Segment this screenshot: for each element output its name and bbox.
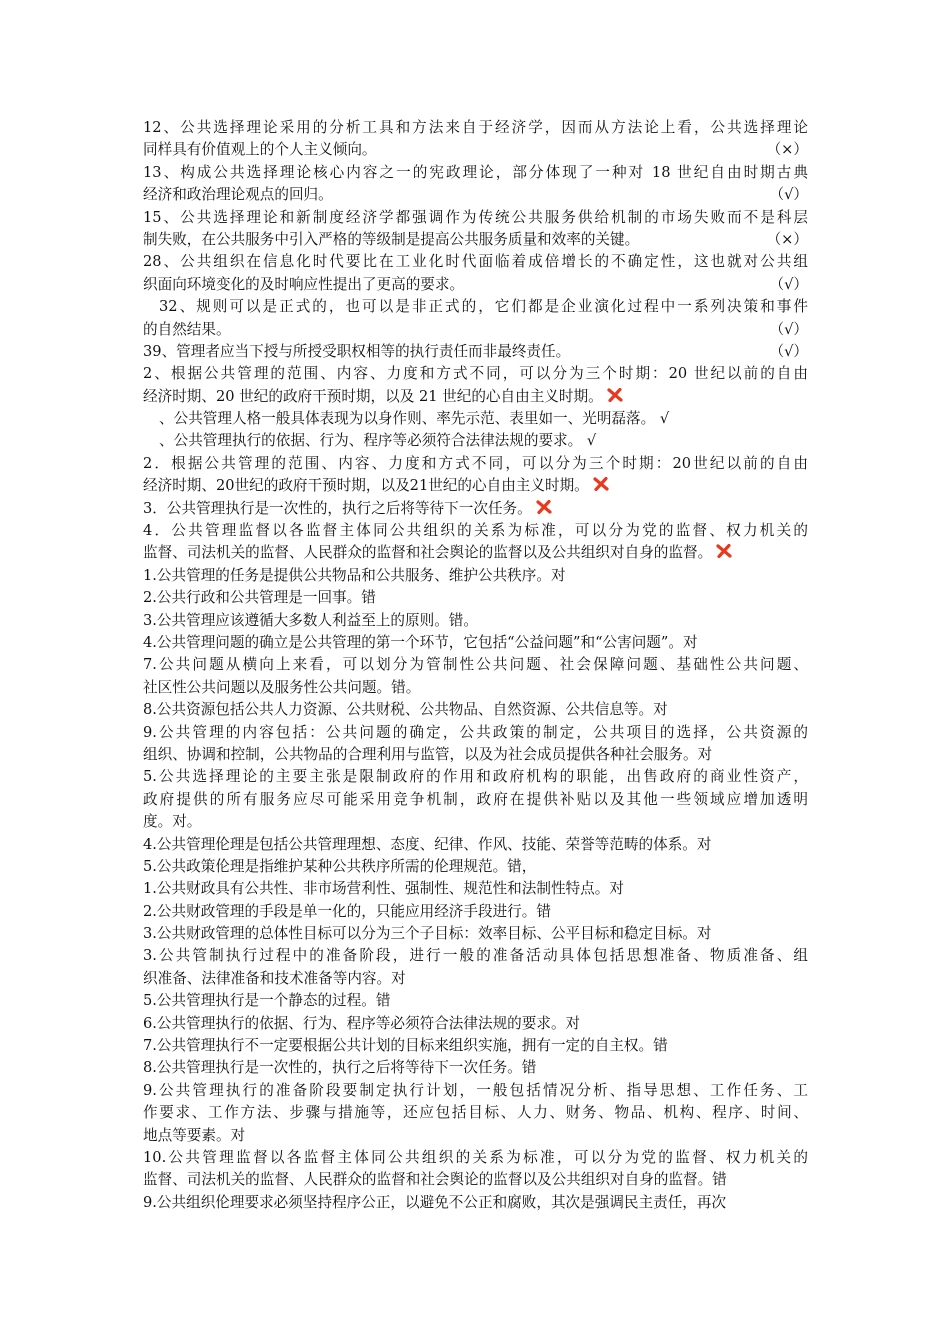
line-text: 度。对。: [143, 813, 202, 831]
text-line: [143, 498, 808, 520]
line-text: 4.公共管理问题的确立是公共管理的第一个环节，它包括“公益问题”和“公害问题”。对: [143, 633, 698, 651]
text-line: [143, 610, 808, 632]
line-text: 3．公共管理执行是一次性的，执行之后将等待下一次任务。: [143, 499, 532, 517]
text-line: [143, 139, 808, 161]
question-item: [143, 990, 808, 1012]
question-item: [143, 901, 808, 923]
line-text: 4．公共管理监督以各监督主体同公共组织的关系为标准，可以分为党的监督、权力机关的: [143, 522, 808, 540]
text-line: [143, 878, 808, 900]
question-item: [143, 632, 808, 654]
line-text: 4.公共管理伦理是包括公共管理理想、态度、纪律、作风、技能、荣誉等范畴的体系。对: [143, 835, 712, 853]
text-line: [143, 1192, 808, 1214]
text-line: [143, 587, 808, 609]
text-line: [143, 654, 808, 676]
line-text: 7.公共问题从横向上来看，可以划分为管制性公共问题、社会保障问题、基础性公共问题、: [143, 656, 808, 674]
line-text: 、公共管理人格一般具体表现为以身作则、率先示范、表里如一、光明磊落。 √: [159, 410, 670, 428]
question-item: [143, 565, 808, 587]
line-text: 3.公共管理应该遵循大多数人利益至上的原则。错。: [143, 611, 478, 629]
line-text: 9.公共组织伦理要求必须坚持程序公正，以避免不公正和腐败，其次是强调民主责任，再次: [143, 1193, 727, 1211]
text-line: [143, 1035, 808, 1057]
text-line: [143, 1080, 808, 1102]
text-line: [143, 1125, 808, 1147]
answer-mark: （√）: [769, 275, 808, 293]
line-text: 32、规则可以是正式的，也可以是非正式的，它们都是企业演化过程中一系列决策和事件: [159, 298, 808, 316]
question-item: [143, 363, 808, 408]
answer-mark: （×）: [766, 141, 808, 159]
text-line: [143, 990, 808, 1012]
text-line: [143, 319, 808, 341]
text-line: [143, 520, 808, 542]
line-text: 9.公共管理的内容包括：公共问题的确定，公共政策的制定，公共项目的选择，公共资源的: [143, 723, 808, 741]
text-line: [143, 811, 808, 833]
line-text: 2.公共财政管理的手段是单一化的，只能应用经济手段进行。错: [143, 902, 551, 920]
text-line: [143, 901, 808, 923]
line-text: 8.公共管理执行是一次性的，执行之后将等待下一次任务。错: [143, 1059, 537, 1077]
text-line: [143, 1147, 808, 1169]
line-text: 同样具有价值观上的个人主义倾向。: [143, 141, 377, 159]
text-line: [143, 363, 808, 385]
text-line: [143, 207, 808, 229]
text-line: [143, 968, 808, 990]
text-line: [143, 1102, 808, 1124]
text-line: [143, 722, 808, 744]
question-item: [143, 1080, 808, 1147]
text-line: [143, 542, 808, 564]
question-item: [143, 408, 808, 430]
answer-mark: （√）: [769, 186, 808, 204]
text-line: [143, 923, 808, 945]
question-item: [143, 1035, 808, 1057]
question-item: [143, 341, 808, 363]
question-item: [143, 430, 808, 452]
text-line: [143, 834, 808, 856]
text-line: [143, 184, 808, 206]
text-line: [143, 251, 808, 273]
line-text: 3.公共财政管理的总体性目标可以分为三个子目标：效率目标、公平目标和稳定目标。对: [143, 925, 712, 943]
line-text: 15、公共选择理论和新制度经济学都强调作为传统公共服务供给机制的市场失败而不是科层: [143, 208, 808, 226]
line-text: 9.公共管理执行的准备阶段要制定执行计划，一般包括情况分析、指导思想、工作任务、工: [143, 1081, 808, 1099]
question-item: [143, 296, 808, 341]
red-x-icon: [593, 477, 609, 491]
text-line: [143, 1169, 808, 1191]
text-line: [143, 430, 808, 452]
text-line: [143, 789, 808, 811]
line-text: 10.公共管理监督以各监督主体同公共组织的关系为标准，可以分为党的监督、权力机关的: [143, 1148, 808, 1166]
line-text: 政府提供的所有服务应尽可能采用竞争机制，政府在提供补贴以及其他一些领域应增加透明: [143, 790, 808, 808]
text-line: [143, 408, 808, 430]
line-text: 监督、司法机关的监督、人民群众的监督和社会舆论的监督以及公共组织对自身的监督。: [143, 544, 713, 562]
line-text: 织准备、法律准备和技术准备等内容。对: [143, 969, 406, 987]
text-line: [143, 856, 808, 878]
document-page: [143, 117, 808, 1214]
line-text: 监督、司法机关的监督、人民群众的监督和社会舆论的监督以及公共组织对自身的监督。错: [143, 1171, 727, 1189]
question-item: [143, 453, 808, 498]
answer-mark: （√）: [769, 320, 808, 338]
question-item: [143, 587, 808, 609]
question-item: [143, 945, 808, 990]
text-line: [143, 699, 808, 721]
text-line: [143, 744, 808, 766]
question-item: [143, 207, 808, 252]
question-item: [143, 117, 808, 162]
line-text: 经济和政治理论观点的回归。: [143, 186, 333, 204]
line-text: 的自然结果。: [143, 320, 231, 338]
text-line: [143, 296, 808, 318]
text-line: [143, 1013, 808, 1035]
line-text: 织面向环境变化的及时响应性提出了更高的要求。: [143, 275, 465, 293]
text-line: [143, 677, 808, 699]
line-text: 6.公共管理执行的依据、行为、程序等必须符合法律法规的要求。对: [143, 1014, 581, 1032]
text-line: [143, 274, 808, 296]
answer-mark: （√）: [769, 342, 808, 360]
line-text: 7.公共管理执行不一定要根据公共计划的目标来组织实施，拥有一定的自主权。错: [143, 1037, 668, 1055]
line-text: 28、公共组织在信息化时代要比在工业化时代面临着成倍增长的不确定性，这也就对公共组: [143, 253, 808, 271]
text-line: [143, 766, 808, 788]
question-item: [143, 1192, 808, 1214]
question-item: [143, 923, 808, 945]
question-item: [143, 856, 808, 878]
line-text: 5.公共管理执行是一个静态的过程。错: [143, 992, 391, 1010]
text-line: [143, 1057, 808, 1079]
question-item: [143, 878, 808, 900]
line-text: 作要求、工作方法、步骤与措施等，还应包括目标、人力、财务、物品、机构、程序、时间、: [143, 1104, 808, 1122]
line-text: 、公共管理执行的依据、行为、程序等必须符合法律法规的要求。 √: [159, 432, 597, 450]
text-line: [143, 229, 808, 251]
line-text: 地点等要素。对: [143, 1126, 246, 1144]
question-item: [143, 766, 808, 833]
question-item: [143, 722, 808, 767]
question-item: [143, 610, 808, 632]
text-line: [143, 565, 808, 587]
question-item: [143, 1057, 808, 1079]
question-item: [143, 1147, 808, 1192]
text-line: [143, 117, 808, 139]
text-line: [143, 341, 808, 363]
line-text: 制失败，在公共服务中引入严格的等级制是提高公共服务质量和效率的关键。: [143, 230, 640, 248]
line-text: 1.公共财政具有公共性、非市场营利性、强制性、规范性和法制性特点。对: [143, 880, 624, 898]
line-text: 12、公共选择理论采用的分析工具和方法来自于经济学，因而从方法论上看，公共选择理论: [143, 119, 808, 136]
line-text: 2、根据公共管理的范围、内容、力度和方式不同，可以分为三个时期：20 世纪以前的自由: [143, 365, 808, 383]
line-text: 8.公共资源包括公共人力资源、公共财税、公共物品、自然资源、公共信息等。对: [143, 701, 668, 719]
question-item: [143, 834, 808, 856]
question-item: [143, 251, 808, 296]
line-text: 3.公共管制执行过程中的准备阶段，进行一般的准备活动具体包括思想准备、物质准备、组: [143, 947, 808, 965]
line-text: 经济时期、20世纪的政府干预时期，以及21世纪的心自由主义时期。: [143, 477, 589, 495]
line-text: 组织、协调和控制，公共物品的合理利用与监管，以及为社会成员提供各种社会服务。对: [143, 745, 713, 763]
question-item: [143, 1013, 808, 1035]
text-line: [143, 475, 808, 497]
line-text: 2.公共行政和公共管理是一回事。错: [143, 589, 376, 607]
answer-mark: （×）: [766, 230, 808, 248]
line-text: 社区性公共问题以及服务性公共问题。错。: [143, 678, 421, 696]
text-line: [143, 632, 808, 654]
line-text: 经济时期、20 世纪的政府干预时期，以及 21 世纪的心自由主义时期。: [143, 387, 603, 405]
line-text: 39、管理者应当下授与所授受职权相等的执行责任而非最终责任。: [143, 342, 571, 360]
red-x-icon: [716, 544, 732, 558]
question-item: [143, 520, 808, 565]
text-line: [143, 386, 808, 408]
line-text: 1.公共管理的任务是提供公共物品和公共服务、维护公共秩序。对: [143, 566, 566, 584]
text-line: [143, 945, 808, 967]
question-item: [143, 699, 808, 721]
line-text: 5.公共政策伦理是指维护某种公共秩序所需的伦理规范。错，: [143, 857, 537, 875]
question-item: [143, 162, 808, 207]
text-line: [143, 453, 808, 475]
red-x-icon: [536, 500, 552, 514]
question-item: [143, 654, 808, 699]
line-text: 13、构成公共选择理论核心内容之一的宪政理论，部分体现了一种对 18 世纪自由时期古典: [143, 163, 808, 181]
line-text: 5.公共选择理论的主要主张是限制政府的作用和政府机构的职能，出售政府的商业性资产，: [143, 768, 808, 786]
line-text: 2．根据公共管理的范围、内容、力度和方式不同，可以分为三个时期：20世纪以前的自由: [143, 454, 808, 472]
red-x-icon: [607, 388, 623, 402]
text-line: [143, 162, 808, 184]
question-item: [143, 498, 808, 520]
